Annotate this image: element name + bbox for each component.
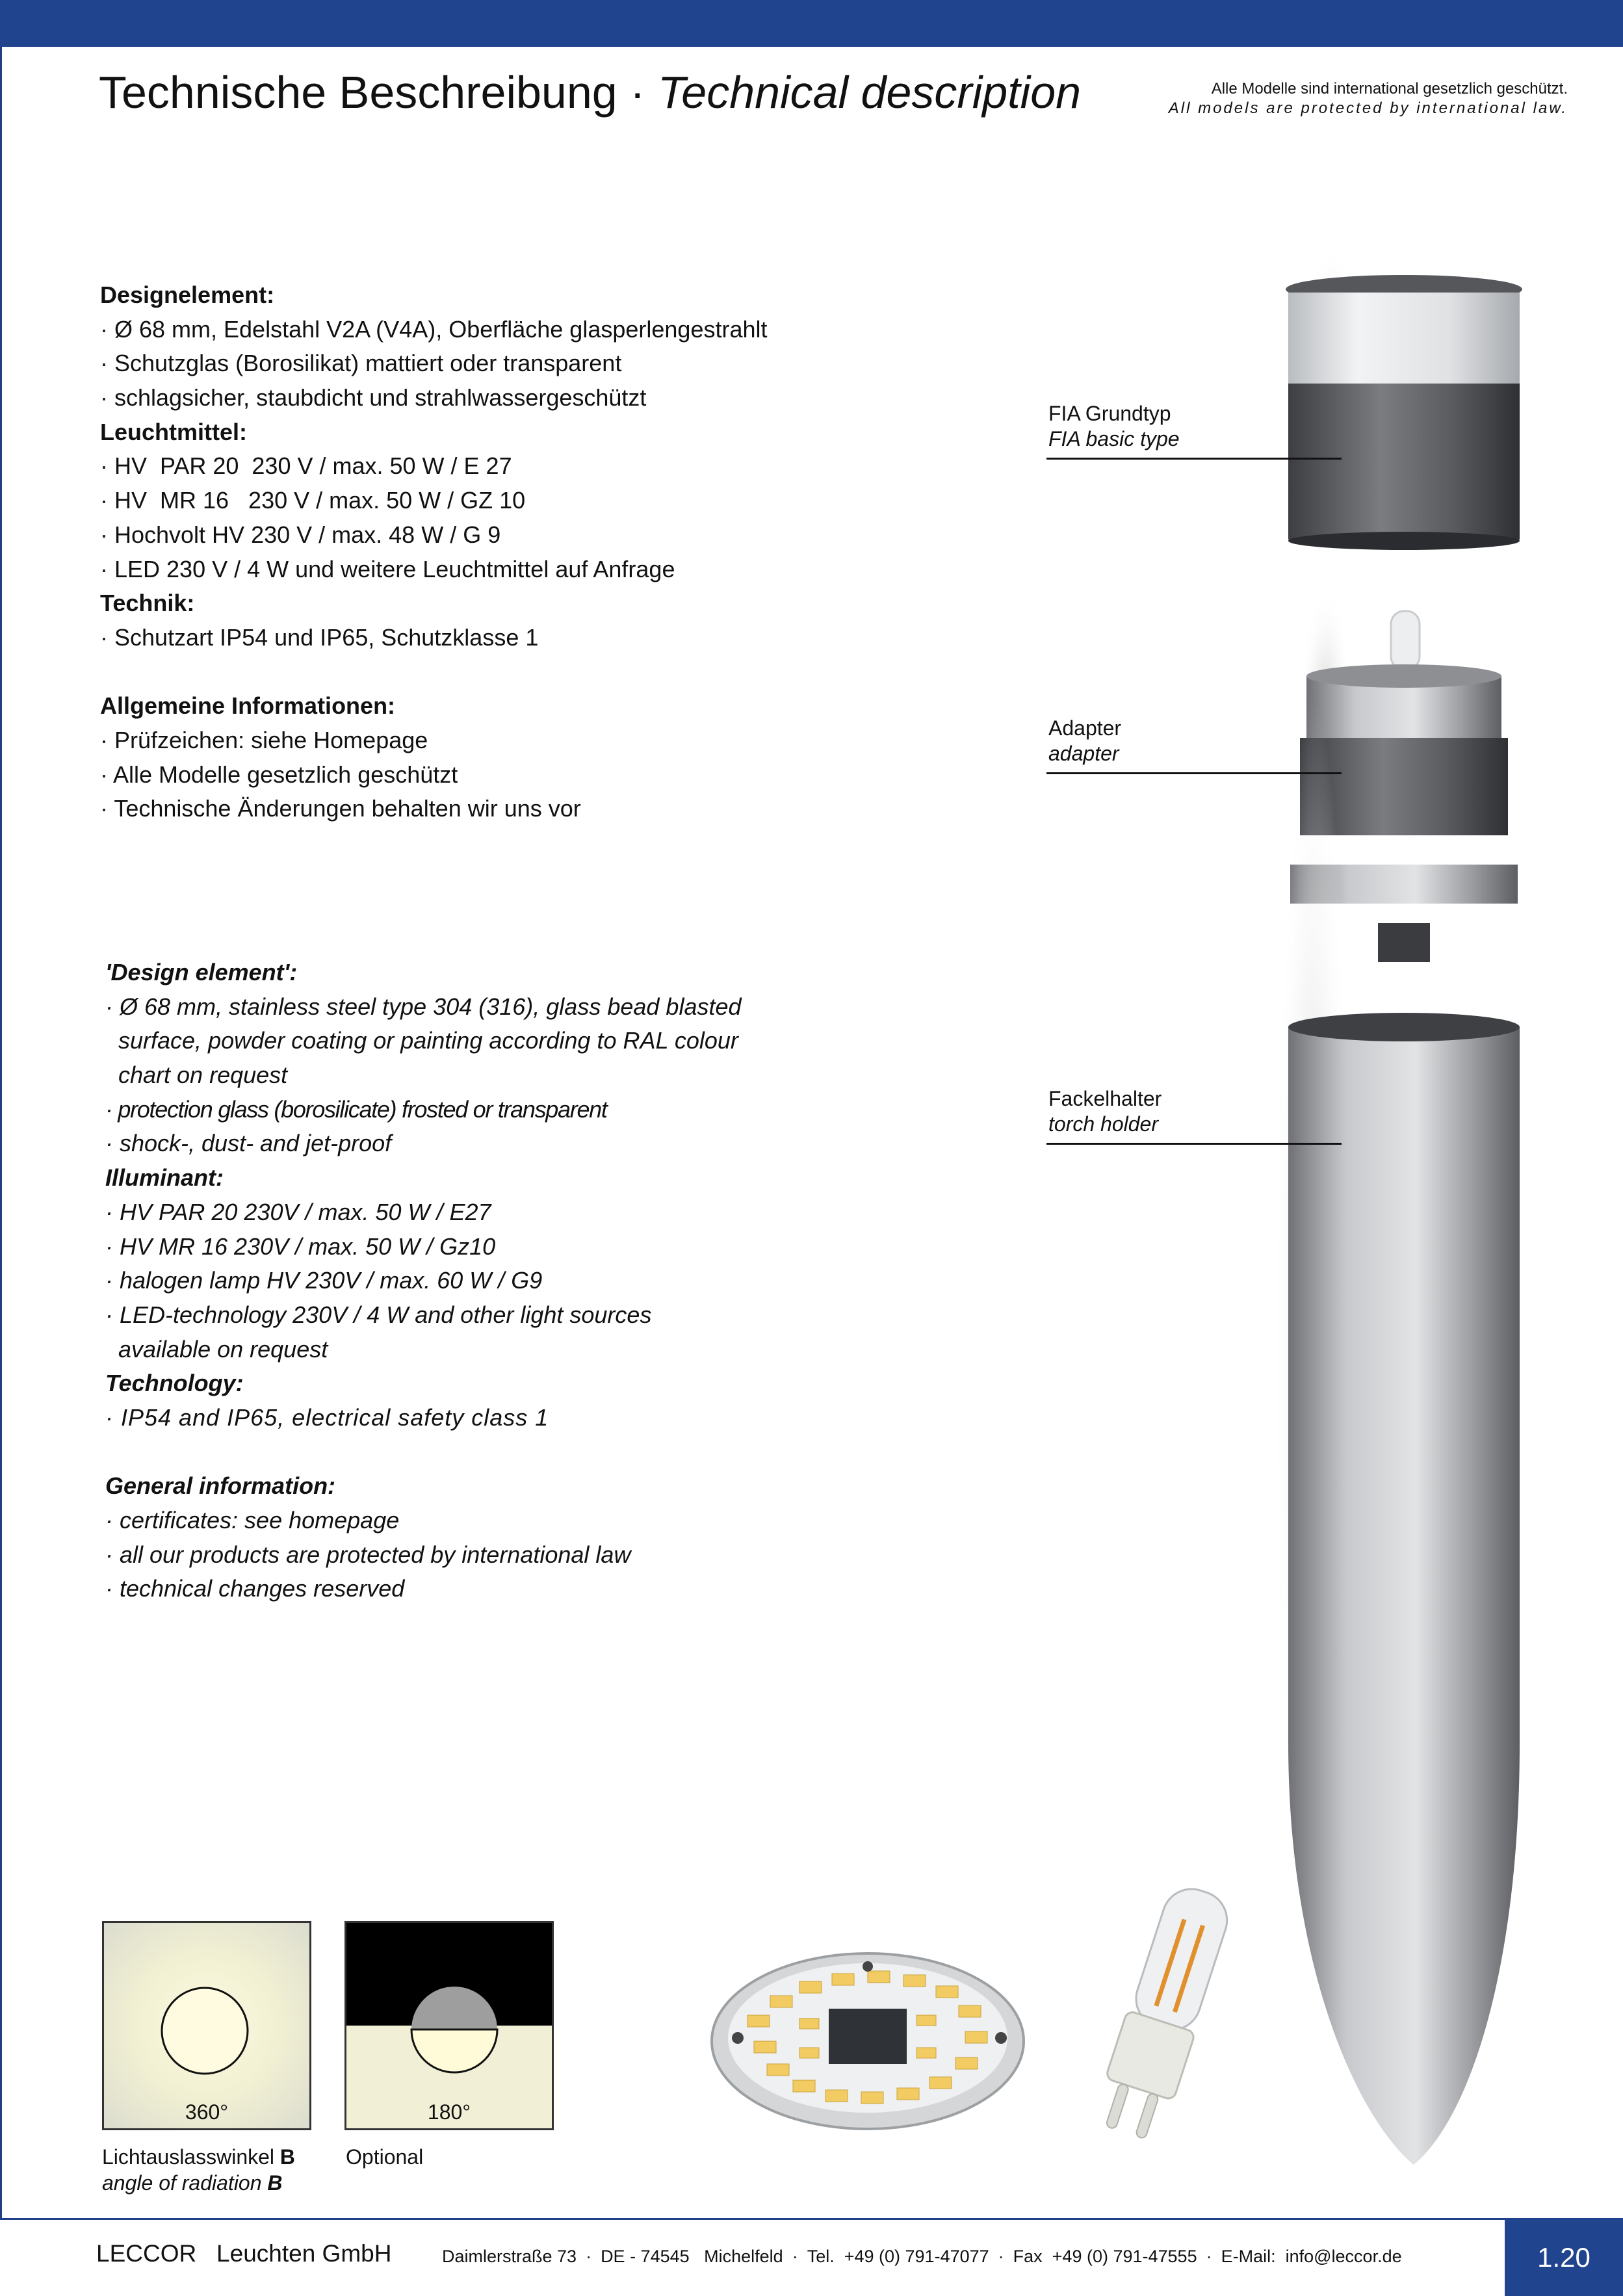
- angle-180-value: 180°: [427, 2100, 471, 2124]
- part-label-de: FIA Grundtyp: [1048, 402, 1171, 425]
- angle-360-box: [102, 1921, 311, 2130]
- part-label-en: adapter: [1048, 742, 1119, 765]
- lamp-item-en: available on request: [105, 1335, 328, 1363]
- part-label-torch-holder: [1048, 1086, 1162, 1137]
- design-item-de: · Schutzglas (Borosilikat) mattiert oder transparent: [100, 350, 622, 377]
- angle-180-box: [344, 1921, 554, 2130]
- design-item-en: · Ø 68 mm, stainless steel type 304 (316), glass bead blasted: [105, 993, 742, 1020]
- top-bar: [0, 0, 1623, 47]
- footer-city: DE - 74545 Michelfeld: [601, 2247, 783, 2266]
- english-description: [105, 956, 742, 1606]
- lamp-item-en: · halogen lamp HV 230V / max. 60 W / G9: [105, 1267, 543, 1294]
- angle-360-value: 360°: [185, 2100, 229, 2124]
- footer-tel: Tel. +49 (0) 791-47077: [807, 2247, 989, 2266]
- lamp-item-de: · LED 230 V / 4 W und weitere Leuchtmittel auf Anfrage: [100, 555, 675, 582]
- design-heading-de: Designelement:: [100, 281, 275, 308]
- title-en: Technical description: [657, 67, 1082, 118]
- lamp-item-en: · LED-technology 230V / 4 W and other light sources: [105, 1301, 652, 1328]
- lamp-item-en: · HV PAR 20 230V / max. 50 W / E27: [105, 1198, 491, 1225]
- part-label-de: Adapter: [1048, 716, 1122, 740]
- tech-item-en: · IP54 and IP65, electrical safety class 1: [105, 1403, 549, 1431]
- general-item-de: · Technische Änderungen behalten wir uns vor: [100, 795, 581, 822]
- page-number: 1.20: [1505, 2219, 1623, 2296]
- part-label-adapter: [1048, 716, 1121, 766]
- angle-360-icon: [104, 1923, 309, 2128]
- lamp-heading-de: Leuchtmittel:: [100, 418, 248, 445]
- part-label-en: FIA basic type: [1048, 427, 1180, 450]
- footer-fax: Fax +49 (0) 791-47555: [1013, 2247, 1197, 2266]
- holder-tube: [1288, 1027, 1520, 2165]
- holder-opening: [1288, 1013, 1520, 1041]
- footer-line: [0, 2218, 1623, 2220]
- adapter-top-ring: [1306, 664, 1501, 688]
- legal-en: All models are protected by international law.: [1168, 99, 1568, 117]
- product-components-image: [1274, 247, 1612, 2210]
- lamp-item-de: · HV MR 16 230 V / max. 50 W / GZ 10: [100, 487, 526, 514]
- general-item-de: · Prüfzeichen: siehe Homepage: [100, 726, 428, 753]
- tech-item-de: · Schutzart IP54 und IP65, Schutzklasse 1: [100, 623, 539, 651]
- lamp-heading-en: Illuminant:: [105, 1164, 224, 1192]
- footer-company: LECCOR Leuchten GmbH: [96, 2240, 392, 2267]
- leader-line: [1046, 458, 1342, 460]
- lamp-item-en: · HV MR 16 230V / max. 50 W / Gz10: [105, 1233, 496, 1260]
- lamp-item-de: · HV PAR 20 230 V / max. 50 W / E 27: [100, 452, 512, 480]
- head-bottom-rim: [1288, 532, 1520, 550]
- head-glass: [1288, 293, 1520, 384]
- led-module-image: [702, 1944, 1033, 2139]
- lamp-item-de: · Hochvolt HV 230 V / max. 48 W / G 9: [100, 521, 501, 548]
- leader-line: [1046, 772, 1342, 774]
- g9-lamp-image: [1059, 1872, 1267, 2158]
- adapter-lamp: [1391, 611, 1420, 670]
- optional-caption: Optional: [346, 2145, 424, 2169]
- angle-caption-b: B: [279, 2145, 296, 2169]
- footer-street: Daimlerstraße 73: [442, 2247, 577, 2266]
- footer-address: Daimlerstraße 73 · DE - 74545 Michelfeld · Tel. +49 (0) 791-47077 · Fax +49 (0) 791-47555 · E-Mail: info@leccor.de: [442, 2247, 1402, 2266]
- design-item-de: · Ø 68 mm, Edelstahl V2A (V4A), Oberfläche glasperlengestrahlt: [100, 315, 768, 343]
- angle-caption-en: angle of radiation: [102, 2171, 262, 2195]
- german-description: [100, 278, 768, 826]
- tech-heading-en: Technology:: [105, 1370, 244, 1397]
- frame-line: [0, 47, 2, 2218]
- design-item-en: · shock-, dust- and jet-proof: [105, 1130, 392, 1157]
- part-label-en: torch holder: [1048, 1112, 1158, 1136]
- general-item-en: · technical changes reserved: [105, 1575, 405, 1602]
- page-title: [99, 66, 1081, 118]
- angle-caption-de: Lichtauslasswinkel: [102, 2145, 275, 2169]
- general-item-de: · Alle Modelle gesetzlich geschützt: [100, 761, 458, 788]
- design-item-en: surface, powder coating or painting according to RAL colour: [105, 1027, 738, 1054]
- adapter-plug: [1378, 923, 1430, 962]
- legal-notice: [1169, 79, 1568, 118]
- general-heading-en: General information:: [105, 1472, 336, 1500]
- design-item-de: · schlagsicher, staubdicht und strahlwassergeschützt: [100, 384, 647, 411]
- design-heading-en: 'Design element':: [105, 959, 298, 985]
- general-heading-de: Allgemeine Informationen:: [100, 692, 396, 720]
- general-item-en: · certificates: see homepage: [105, 1507, 400, 1533]
- design-item-en: · protection glass (borosilicate) frosted or transparent: [105, 1095, 607, 1123]
- title-de: Technische Beschreibung ·: [99, 67, 645, 118]
- leader-line: [1046, 1143, 1342, 1145]
- part-label-basic-type: [1048, 401, 1180, 452]
- angle-caption-b: B: [267, 2171, 283, 2195]
- design-item-en: chart on request: [105, 1062, 288, 1089]
- angle-caption: [102, 2144, 295, 2196]
- part-label-de: Fackelhalter: [1048, 1087, 1162, 1110]
- general-item-en: · all our products are protected by international law: [105, 1541, 631, 1568]
- head-body: [1288, 384, 1520, 540]
- tech-heading-de: Technik:: [100, 590, 195, 617]
- legal-de: Alle Modelle sind international gesetzlich geschützt.: [1211, 80, 1568, 98]
- footer-email: E-Mail: info@leccor.de: [1221, 2247, 1402, 2266]
- angle-180-icon: [346, 1923, 552, 2128]
